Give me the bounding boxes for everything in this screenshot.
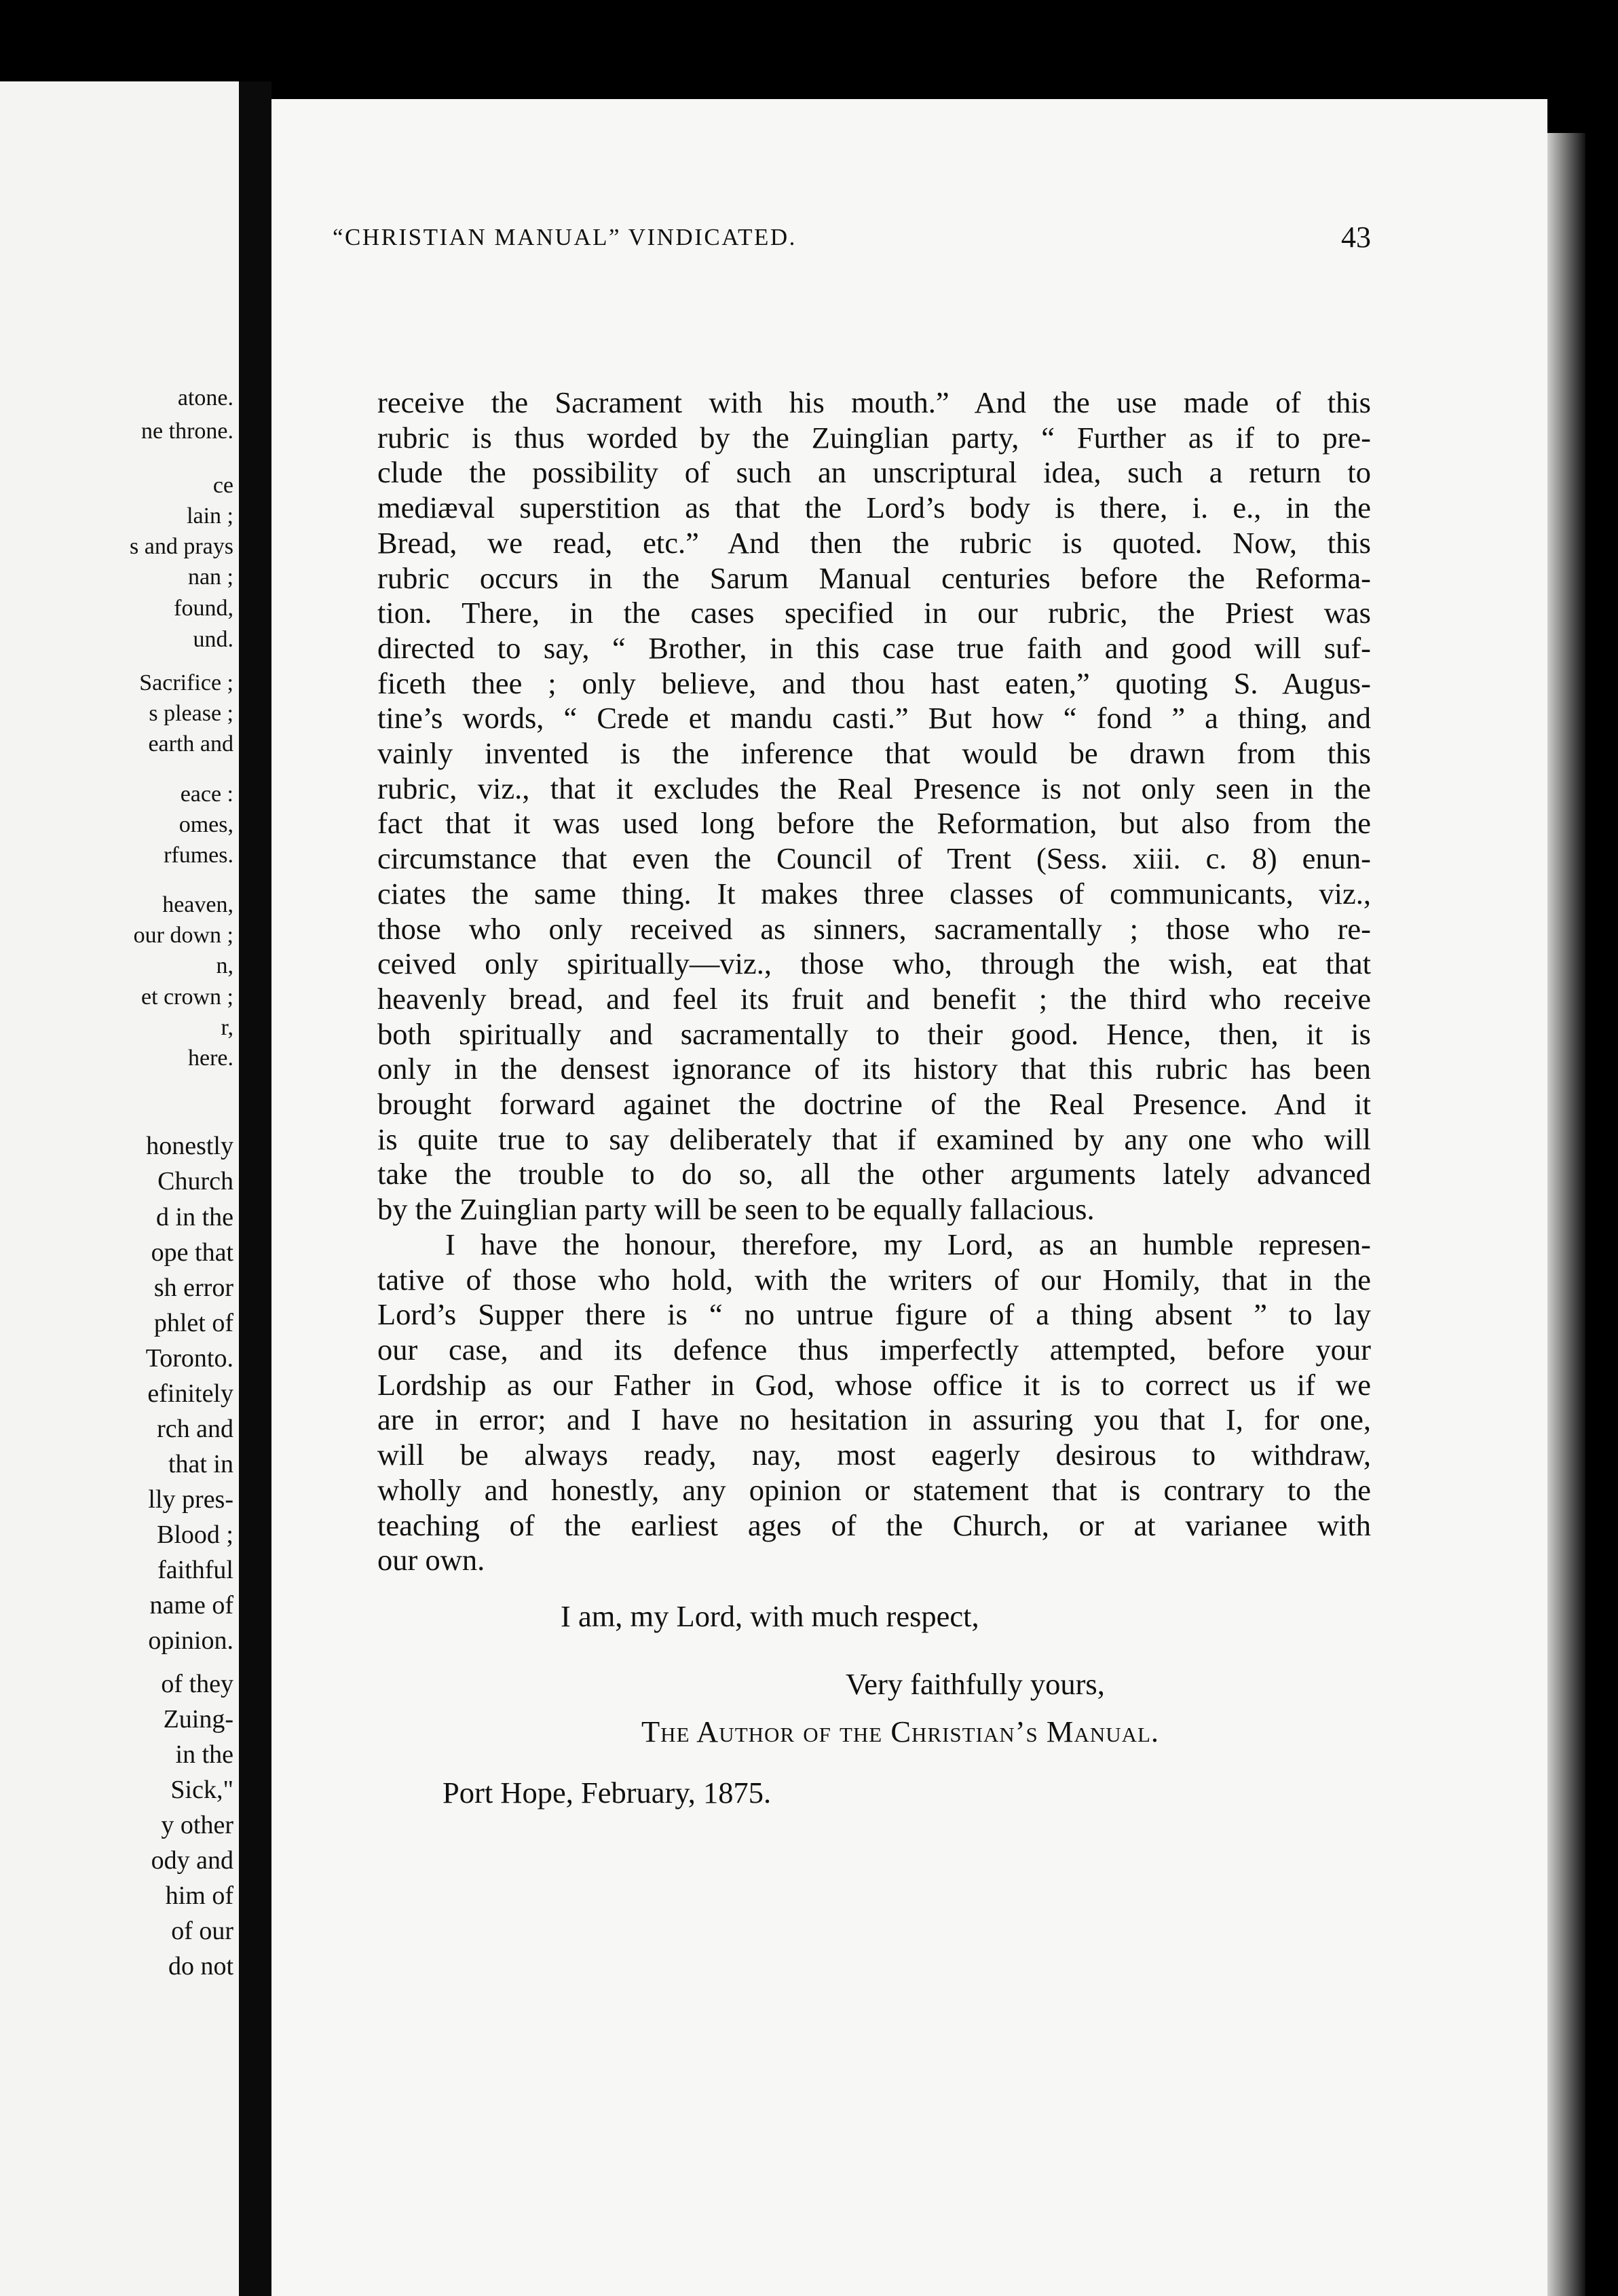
facing-page-line: atone. <box>177 385 233 410</box>
text-line: rubric is thus worded by the Zuinglian party, “ Further as if to pre- <box>377 420 1371 455</box>
text-line: receive the Sacrament with his mouth.” And the use made of this <box>377 385 1371 419</box>
page-edge <box>1547 133 1585 2296</box>
facing-page-line: honestly <box>146 1132 233 1160</box>
text-line: mediæval superstition as that the Lord’s body is there, i. e., in the <box>377 491 1371 525</box>
text-line: tative of those who hold, with the writers of our Homily, that in the <box>377 1262 1371 1297</box>
facing-page-line: of our <box>171 1917 233 1945</box>
facing-page-line: do not <box>168 1952 233 1981</box>
facing-page-line: Sacrifice ; <box>139 670 233 695</box>
facing-page-line: Sick," <box>170 1776 233 1804</box>
text-line: vainly invented is the inference that would be drawn from this <box>377 736 1371 771</box>
facing-page-line: ope that <box>151 1238 233 1267</box>
text-line: ficeth thee ; only believe, and thou hast eaten,” quoting S. Augus- <box>377 666 1371 700</box>
facing-page-line: in the <box>175 1740 233 1769</box>
facing-page-line: nan ; <box>187 565 233 590</box>
facing-page-line: eace : <box>180 782 233 807</box>
facing-page-line: n, <box>216 953 233 978</box>
text-line: will be always ready, nay, most eagerly desirous to withdraw, <box>377 1438 1371 1472</box>
facing-page-line: found, <box>174 596 233 621</box>
running-head <box>333 221 1371 254</box>
facing-page-line: Church <box>157 1167 233 1195</box>
facing-page-line: ne throne. <box>141 419 233 444</box>
facing-page-line: earth and <box>148 731 233 757</box>
facing-page-line: heaven, <box>162 892 233 917</box>
book-gutter <box>239 81 271 2296</box>
page-number: 43 <box>1341 221 1371 254</box>
text-line: tion. There, in the cases specified in our rubric, the Priest was <box>377 596 1371 630</box>
facing-page-line: ody and <box>151 1846 233 1875</box>
text-line: by the Zuinglian party will be seen to be equally fallacious. <box>377 1192 1095 1227</box>
text-line: directed to say, “ Brother, in this case true faith and good will suf- <box>377 630 1371 665</box>
facing-page-line: ce <box>212 473 233 498</box>
salutation: I am, my Lord, with much respect, <box>561 1599 979 1633</box>
facing-page-line: s and prays <box>130 534 233 559</box>
facing-page-line: rfumes. <box>164 843 233 868</box>
text-line: circumstance that even the Council of Trent (Sess. xiii. c. 8) enun- <box>377 841 1371 876</box>
facing-page-line: Toronto. <box>145 1344 233 1373</box>
text-line: fact that it was used long before the Reformation, but also from the <box>377 806 1371 841</box>
text-line: only in the densest ignorance of its history that this rubric has been <box>377 1052 1371 1086</box>
text-line: Lordship as our Father in God, whose office it is to correct us if we <box>377 1367 1371 1402</box>
facing-page-fragment <box>0 81 239 2296</box>
signature: The Author of the Christian’s Manual. <box>641 1715 1160 1748</box>
text-line: rubric occurs in the Sarum Manual centuries before the Reforma- <box>377 560 1371 595</box>
facing-page-line: efinitely <box>147 1379 233 1408</box>
text-line: those who only received as sinners, sacramentally ; those who re- <box>377 911 1371 946</box>
text-line: ciates the same thing. It makes three classes of communicants, viz., <box>377 876 1371 911</box>
text-line: brought forward againet the doctrine of the Real Presence. And it <box>377 1087 1371 1122</box>
facing-page-line: of they <box>161 1670 233 1698</box>
text-line: tine’s words, “ Crede et mandu casti.” But how “ fond ” a thing, and <box>377 701 1371 735</box>
letter-body <box>377 385 1371 1578</box>
facing-page-line: et crown ; <box>141 984 233 1010</box>
facing-page-line: rch and <box>157 1415 233 1443</box>
facing-page-line: our down ; <box>133 923 233 948</box>
text-line: Lord’s Supper there is “ no untrue figure of a thing absent ” to lay <box>377 1297 1371 1332</box>
text-line: our own. <box>377 1543 485 1577</box>
place-and-date: Port Hope, February, 1875. <box>443 1776 772 1810</box>
facing-page-line: lly pres- <box>148 1485 233 1514</box>
text-line: our case, and its defence thus imperfectly attempted, before your <box>377 1332 1371 1366</box>
facing-page-line: name of <box>149 1591 233 1620</box>
facing-page-line: lain ; <box>187 503 233 529</box>
facing-page-line: him of <box>165 1881 233 1910</box>
text-line: I have the honour, therefore, my Lord, as an humble represen- <box>445 1227 1371 1261</box>
facing-page-line: sh error <box>153 1274 233 1302</box>
facing-page-line: y other <box>161 1811 233 1839</box>
text-line: are in error; and I have no hesitation in assuring you that I, for one, <box>377 1402 1371 1437</box>
facing-page-line: d in the <box>156 1203 233 1231</box>
facing-page-line: r, <box>221 1015 233 1040</box>
text-line: heavenly bread, and feel its fruit and benefit ; the third who receive <box>377 981 1371 1016</box>
facing-page-line: s please ; <box>149 701 233 726</box>
text-line: wholly and honestly, any opinion or statement that is contrary to the <box>377 1472 1371 1507</box>
paragraph-1 <box>377 385 1371 1227</box>
text-line: ceived only spiritually—viz., those who, through the wish, eat that <box>377 946 1371 981</box>
facing-page-line: Blood ; <box>157 1520 233 1549</box>
valediction: Very faithfully yours, <box>846 1667 1105 1701</box>
text-line: both spiritually and sacramentally to their good. Hence, then, it is <box>377 1016 1371 1051</box>
text-line: take the trouble to do so, all the other arguments lately advanced <box>377 1157 1371 1191</box>
facing-page-line: faithful <box>157 1556 233 1584</box>
facing-page-line: phlet of <box>153 1309 233 1337</box>
text-line: clude the possibility of such an unscriptural idea, such a return to <box>377 455 1371 490</box>
facing-page-line: opinion. <box>148 1626 233 1655</box>
text-line: teaching of the earliest ages of the Church, or at varianee with <box>377 1508 1371 1542</box>
facing-page-line: Zuing- <box>163 1705 233 1734</box>
facing-page-line: here. <box>187 1046 233 1071</box>
facing-page-line: omes, <box>178 812 233 837</box>
text-line: Bread, we read, etc.” And then the rubric is quoted. Now, this <box>377 525 1371 560</box>
facing-page-line: und. <box>193 627 233 652</box>
paragraph-2 <box>377 1227 1371 1578</box>
running-head-title: “CHRISTIAN MANUAL” VINDICATED. <box>333 224 797 250</box>
facing-page-line: that in <box>168 1450 233 1478</box>
text-line: rubric, viz., that it excludes the Real Presence is not only seen in the <box>377 771 1371 805</box>
text-line: is quite true to say deliberately that if examined by any one who will <box>377 1122 1371 1156</box>
